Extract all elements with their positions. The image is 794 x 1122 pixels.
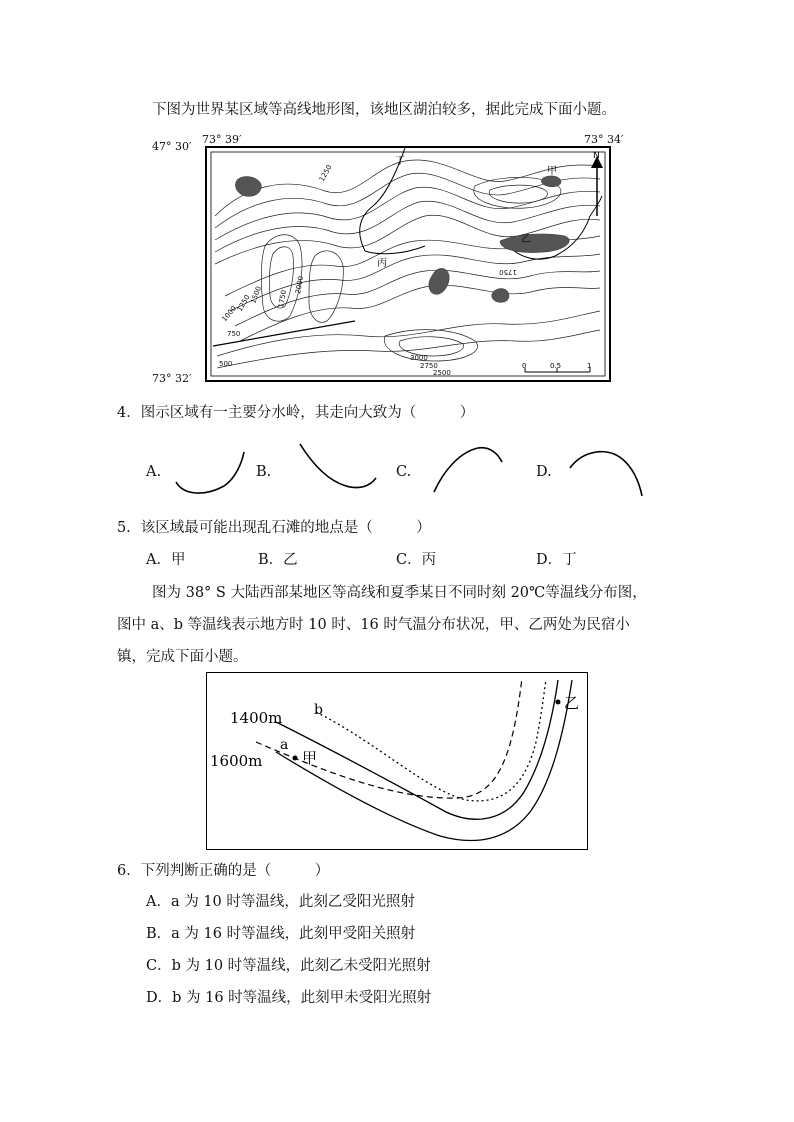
q4-option-a-label: A. <box>146 464 162 480</box>
q4-option-b-curve <box>296 440 380 492</box>
intro-paragraph-2-line-3: 镇，完成下面小题。 <box>117 649 248 665</box>
scale-start: 0 <box>522 362 527 370</box>
q4-option-a-curve <box>172 448 248 498</box>
scale-end: 1 <box>587 362 592 370</box>
map2-label-1600m: 1600m <box>210 752 263 770</box>
map2-label-a: a <box>280 737 289 753</box>
contour-label: 2750 <box>420 362 438 370</box>
q5-option-c[interactable]: C．丙 <box>396 552 437 568</box>
q6-option-b[interactable]: B．a 为 16 时等温线，此刻甲受阳关照射 <box>146 926 416 942</box>
map1-place-bing: 丙 <box>377 258 387 269</box>
contour-label: 1750 <box>277 289 289 309</box>
map1-coord-top-left-lat: 47° 30′ <box>152 140 192 153</box>
map2-label-jia: 甲 <box>302 749 318 767</box>
contour-label: 1250 <box>317 163 334 183</box>
q4-option-d-label: D. <box>536 464 552 480</box>
map1-place-ding: 丁 <box>395 156 405 167</box>
q5-option-a[interactable]: A．甲 <box>146 552 186 568</box>
q5-stem: 5．该区域最可能出现乱石滩的地点是（ ） <box>117 520 431 536</box>
map2-label-1400m: 1400m <box>230 709 283 727</box>
q6-option-a[interactable]: A．a 为 10 时等温线，此刻乙受阳光照射 <box>146 894 415 910</box>
map1-coord-top-right-lon: 73° 34′ <box>584 133 624 146</box>
contour-label: 1000 <box>220 304 238 324</box>
map1-north-label: N <box>593 151 600 161</box>
intro-paragraph-2-line-2: 图中 a、b 等温线表示地方时 10 时、16 时气温分布状况，甲、乙两处为民宿小 <box>117 617 630 633</box>
q4-option-d-curve <box>566 446 646 500</box>
q5-option-d[interactable]: D．丁 <box>536 552 577 568</box>
q6-option-d[interactable]: D．b 为 16 时等温线，此刻甲未受阳光照射 <box>146 990 432 1006</box>
map1-coord-top-left-lon: 73° 39′ <box>202 133 242 146</box>
q5-option-b[interactable]: B．乙 <box>258 552 298 568</box>
contour-label: 1500 <box>249 285 263 305</box>
contour-label: 2500 <box>433 369 451 377</box>
q6-stem: 6．下列判断正确的是（ ） <box>117 863 330 879</box>
q4-option-b-label: B. <box>256 464 272 480</box>
map1-place-jia: 甲 <box>547 166 557 177</box>
contour-label: 1250 <box>235 293 252 313</box>
q4-option-c-curve <box>430 444 506 496</box>
scale-mid: 0.5 <box>550 362 562 370</box>
map1-place-yi: 乙 <box>521 234 531 245</box>
contour-label: 500 <box>219 360 233 368</box>
q4-stem: 4．图示区域有一主要分水岭，其走向大致为（ ） <box>117 405 475 421</box>
isotherm-diagram <box>206 672 588 850</box>
contour-map <box>205 146 611 382</box>
contour-label: 3000 <box>410 354 428 362</box>
intro-paragraph-2-line-1: 图为 38° S 大陆西部某地区等高线和夏季某日不同时刻 20℃等温线分布图， <box>152 585 647 601</box>
intro-paragraph-1: 下图为世界某区域等高线地形图，该地区湖泊较多，据此完成下面小题。 <box>152 102 616 118</box>
contour-label: 2000 <box>294 275 306 295</box>
contour-label: 750 <box>227 330 241 338</box>
map2-label-b: b <box>314 702 323 718</box>
q6-option-c[interactable]: C．b 为 10 时等温线，此刻乙未受阳光照射 <box>146 958 431 974</box>
map2-label-yi: 乙 <box>564 694 580 712</box>
q4-option-c-label: C. <box>396 464 412 480</box>
contour-label: 1750 <box>499 268 517 276</box>
map1-coord-bottom-left: 73° 32′ <box>152 372 192 385</box>
